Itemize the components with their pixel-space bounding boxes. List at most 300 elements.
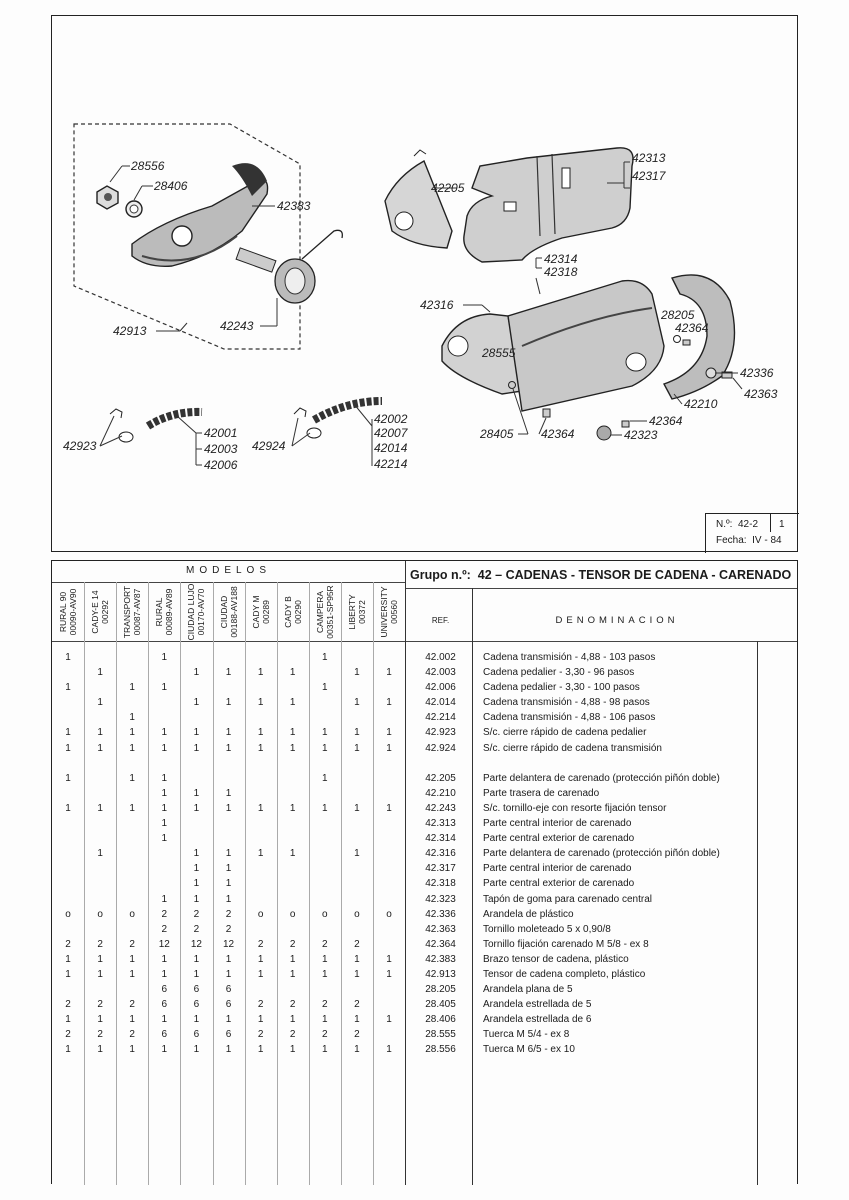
quantity-cell: 1 [354, 697, 360, 709]
quantity-cell: 1 [225, 1044, 232, 1056]
sheet-number-label: N.º: [716, 519, 733, 530]
quantity-cell: 2 [289, 938, 296, 950]
denominacion-cell: Arandela plana de 5 [483, 984, 573, 996]
model-header [341, 585, 373, 639]
quantity-cell: 2 [65, 938, 71, 950]
model-header [245, 585, 277, 639]
model-name: LIBERTY [346, 594, 357, 630]
quantity-cell: 1 [129, 742, 135, 754]
ref-cell: 42.364 [425, 938, 456, 950]
quantity-cell: 1 [65, 682, 71, 694]
quantity-cell: 6 [225, 1029, 232, 1041]
quantity-cell: 2 [129, 1029, 135, 1041]
quantity-cell: 1 [65, 772, 71, 784]
table-row [52, 1012, 797, 1027]
flat-washer-part [674, 336, 681, 343]
sheet-date-label: Fecha: [716, 535, 747, 546]
rubber-plug-part [597, 426, 611, 440]
model-header [84, 585, 116, 639]
quantity-cell: 1 [225, 667, 232, 679]
quantity-cell: 2 [322, 999, 328, 1011]
quantity-cell: 1 [386, 697, 392, 709]
quantity-cell: 1 [65, 953, 71, 965]
quantity-cell: 6 [193, 1029, 200, 1041]
quantity-cell: o [257, 908, 264, 920]
quantity-cell: 2 [129, 938, 135, 950]
denominacion-cell: Cadena pedalier - 3,30 - 100 pasos [483, 682, 640, 694]
quantity-cell: 1 [97, 667, 103, 679]
quantity-cell: 6 [193, 999, 200, 1011]
quantity-cell: 2 [193, 923, 200, 935]
sheet-divider [770, 514, 771, 532]
quantity-cell: 1 [354, 848, 360, 860]
table-row [52, 967, 797, 982]
quantity-cell: 1 [289, 697, 296, 709]
quantity-cell: 2 [193, 908, 200, 920]
model-header [116, 585, 148, 639]
model-header [277, 585, 309, 639]
sheet-date-value: IV - 84 [752, 535, 782, 546]
quantity-cell: 6 [225, 999, 232, 1011]
table-row [52, 816, 797, 831]
quantity-cell: 1 [386, 727, 392, 739]
denominacion-cell: Parte delantera de carenado (protección piñón doble) [483, 772, 720, 784]
spring-shaft-part [236, 230, 342, 303]
callout-42364-right: 42364 [649, 414, 683, 428]
quantity-cell: o [386, 908, 392, 920]
ref-cell: 42.316 [425, 848, 456, 860]
plastic-washer-part [706, 368, 716, 378]
model-header [213, 585, 245, 639]
quantity-cell: 12 [222, 938, 235, 950]
quantity-cell: 6 [161, 1029, 168, 1041]
group-label: Grupo n.º: [410, 568, 471, 582]
model-code: 00289 [260, 600, 271, 624]
quantity-cell: 1 [225, 742, 232, 754]
quantity-cell: 1 [161, 893, 168, 905]
model-code: 00351-SP95R [324, 585, 335, 639]
table-row [52, 876, 797, 891]
model-header-label [58, 589, 78, 636]
table-row [52, 725, 797, 740]
quantity-cell: 1 [129, 712, 135, 724]
quantity-cell: 1 [161, 802, 168, 814]
quantity-cell: 1 [289, 727, 296, 739]
quantity-cell: 1 [257, 1044, 264, 1056]
model-code: 00560 [389, 600, 399, 624]
quantity-cell: 2 [322, 1029, 328, 1041]
table-row [52, 937, 797, 952]
denominacion-cell: Cadena transmisión - 4,88 - 103 pasos [483, 652, 656, 663]
quantity-cell: 1 [225, 697, 232, 709]
column-header-rule [52, 641, 797, 642]
denominacion-cell: Parte central interior de carenado [483, 863, 632, 875]
quantity-cell: 1 [225, 863, 232, 875]
quantity-cell: 1 [322, 802, 328, 814]
quantity-cell: 1 [386, 802, 392, 814]
ref-cell: 42.318 [425, 878, 456, 890]
table-row [52, 952, 797, 967]
quantity-cell: 1 [161, 742, 168, 754]
models-header: MODELOS [185, 565, 271, 576]
quantity-cell: 1 [193, 667, 200, 679]
model-code: 00372 [356, 600, 367, 624]
quantity-cell: 1 [354, 727, 360, 739]
quantity-cell: 1 [65, 727, 71, 739]
ref-cell: 42.003 [425, 667, 456, 679]
quantity-cell: 1 [97, 1044, 103, 1056]
table-row [52, 665, 797, 680]
sheet-number-value: 42-2 [738, 519, 759, 530]
callout-42205: 42205 [431, 181, 465, 195]
model-code: 00290 [292, 600, 303, 624]
callout-42003: 42003 [204, 442, 238, 456]
quantity-cell: 2 [257, 1029, 264, 1041]
model-header-label [122, 586, 142, 638]
ref-cell: 42.014 [425, 697, 456, 709]
quantity-cell: 1 [257, 848, 264, 860]
quantity-cell: 6 [193, 984, 200, 996]
quantity-cell: 1 [354, 667, 360, 679]
model-header-label [379, 586, 399, 637]
quantity-cell: 1 [193, 802, 200, 814]
quantity-cell: 2 [161, 923, 168, 935]
table-row [52, 1027, 797, 1042]
denominacion-cell: S/c. cierre rápido de cadena pedalier [483, 727, 647, 739]
quantity-cell: 1 [322, 968, 328, 980]
quantity-cell: 1 [129, 1044, 135, 1056]
quantity-cell: 1 [289, 953, 296, 965]
sheet-number [716, 519, 758, 530]
quantity-cell: 1 [161, 682, 168, 694]
model-name: CADY M [250, 595, 261, 629]
quantity-cell: 1 [97, 727, 103, 739]
quantity-cell: 2 [354, 999, 360, 1011]
quantity-cell: 1 [322, 1044, 328, 1056]
denominacion-cell: Arandela de plástico [483, 908, 574, 920]
quantity-cell: 1 [225, 893, 232, 905]
quantity-cell: o [322, 908, 328, 920]
table-row [52, 1042, 797, 1057]
quantity-cell: 1 [354, 1044, 360, 1056]
quantity-cell: 1 [161, 772, 168, 784]
quantity-cell: 1 [257, 1014, 264, 1026]
callout-28555: 28555 [482, 346, 516, 360]
denominacion-cell: Tensor de cadena completo, plástico [483, 968, 646, 980]
quantity-cell: 1 [161, 1044, 168, 1056]
quantity-cell: 1 [257, 968, 264, 980]
callout-42363: 42363 [744, 387, 778, 401]
nut-part-small [509, 382, 516, 389]
quantity-cell: 1 [161, 787, 168, 799]
exploded-diagram-panel [51, 15, 798, 552]
quantity-cell: 1 [322, 953, 328, 965]
model-name: TRANSPORT [122, 585, 133, 639]
table-row [52, 710, 797, 725]
denominacion-cell: Parte central exterior de carenado [483, 878, 635, 890]
quantity-cell: 2 [257, 938, 264, 950]
group-name: 42 – CADENAS - TENSOR DE CADENA - CARENADO [477, 568, 792, 582]
ref-column-header: REF. [431, 616, 450, 625]
denominacion-cell: Arandela estrellada de 6 [483, 1014, 592, 1026]
quantity-cell: 1 [322, 727, 328, 739]
denominacion-cell: Tuerca M 6/5 - ex 10 [483, 1044, 575, 1056]
quantity-cell: 1 [225, 968, 232, 980]
ref-cell: 42.317 [425, 863, 456, 875]
quantity-cell: 2 [129, 999, 135, 1011]
nut-part [97, 186, 118, 209]
denominacion-column-header: DENOMINACION [555, 615, 679, 626]
ref-cell: 28.555 [425, 1029, 456, 1041]
front-cover-42205-part [385, 150, 452, 248]
quantity-cell: 1 [257, 742, 264, 754]
quantity-cell: 6 [225, 984, 232, 996]
model-name: CADY B [282, 596, 293, 628]
denominacion-cell: Cadena transmisión - 4,88 - 106 pasos [483, 712, 656, 724]
quantity-cell: 1 [65, 1014, 71, 1026]
quantity-cell: 1 [257, 953, 264, 965]
quantity-cell: o [65, 908, 71, 920]
ref-cell: 42.913 [425, 968, 456, 980]
quantity-cell: 6 [161, 984, 168, 996]
quantity-cell: 1 [129, 802, 135, 814]
sheet-page: 1 [779, 519, 785, 530]
callout-42210: 42210 [684, 397, 718, 411]
quantity-cell: 2 [354, 938, 360, 950]
table-row [52, 801, 797, 816]
quantity-cell: 1 [289, 742, 296, 754]
table-row [52, 982, 797, 997]
denominacion-cell: Arandela estrellada de 5 [483, 999, 592, 1011]
table-row [52, 680, 797, 695]
callout-42006: 42006 [204, 458, 238, 472]
quantity-cell: 1 [65, 742, 71, 754]
model-header-label [154, 589, 174, 636]
quantity-cell: 1 [193, 893, 200, 905]
quantity-cell: 1 [97, 953, 103, 965]
star-washer-part [126, 201, 142, 217]
quantity-cell: 1 [193, 697, 200, 709]
model-code: 00089-AV89 [164, 588, 175, 636]
quantity-cell: 1 [322, 1014, 328, 1026]
denominacion-cell: Tornillo moleteado 5 x 0,90/8 [483, 923, 611, 935]
quantity-cell: 1 [354, 802, 360, 814]
model-code: 00292 [100, 600, 111, 624]
chain-right-part [294, 401, 382, 438]
ref-cell: 42.002 [425, 652, 456, 663]
quantity-cell: 1 [289, 848, 296, 860]
quantity-cell: 1 [193, 878, 200, 890]
model-code: 00087-AV87 [132, 588, 143, 636]
quantity-cell: 2 [97, 999, 103, 1011]
quantity-cell: 1 [161, 1014, 168, 1026]
quantity-cell: 1 [386, 968, 392, 980]
callout-42243: 42243 [220, 319, 254, 333]
model-name: UNIVERSITY [379, 586, 389, 638]
quantity-cell: 1 [97, 697, 103, 709]
model-code: 00170-AV70 [196, 588, 207, 636]
ref-cell: 42.924 [425, 742, 456, 754]
denominacion-cell: S/c. cierre rápido de cadena transmisión [483, 742, 662, 754]
quantity-cell: 1 [193, 787, 200, 799]
quantity-cell: 1 [257, 802, 264, 814]
denominacion-cell: Cadena pedalier - 3,30 - 96 pasos [483, 667, 635, 679]
denominacion-cell: S/c. tornillo-eje con resorte fijación tensor [483, 802, 667, 814]
ref-cell: 42.243 [425, 802, 456, 814]
quantity-cell: 1 [386, 667, 392, 679]
table-row [52, 771, 797, 786]
quantity-cell: 1 [161, 953, 168, 965]
quantity-cell: 1 [289, 667, 296, 679]
quantity-cell: 6 [161, 999, 168, 1011]
quantity-cell: o [129, 908, 135, 920]
quantity-cell: 1 [289, 1014, 296, 1026]
quantity-cell: o [97, 908, 103, 920]
table-row [52, 892, 797, 907]
quantity-cell: 1 [97, 742, 103, 754]
table-row-spacer [52, 756, 797, 771]
quantity-cell: 1 [129, 1014, 135, 1026]
ref-cell: 28.406 [425, 1014, 456, 1026]
quantity-cell: 1 [225, 787, 232, 799]
quantity-cell: 1 [322, 772, 328, 784]
callout-42014: 42014 [374, 441, 408, 455]
quantity-cell: 1 [193, 968, 200, 980]
callout-42001: 42001 [204, 426, 238, 440]
model-name: CAMPERA [314, 590, 325, 634]
callout-42318: 42318 [544, 265, 578, 279]
table-row [52, 846, 797, 861]
quantity-cell: 1 [289, 802, 296, 814]
quantity-cell: 1 [225, 878, 232, 890]
quantity-cell: 1 [354, 1014, 360, 1026]
ref-cell: 42.383 [425, 953, 456, 965]
quantity-cell: 2 [97, 938, 103, 950]
parts-rows [52, 650, 797, 1058]
quantity-cell: 1 [129, 682, 135, 694]
quantity-cell: 1 [129, 772, 135, 784]
model-name: CIUDAD LUJO [186, 583, 197, 641]
table-row [52, 997, 797, 1012]
quantity-cell: 2 [257, 999, 264, 1011]
quantity-cell: 1 [193, 863, 200, 875]
table-row [52, 831, 797, 846]
model-name: CIUDAD [218, 595, 229, 629]
ref-cell: 28.405 [425, 999, 456, 1011]
screw-part [683, 340, 690, 345]
quantity-cell: 1 [161, 833, 168, 845]
lower-cover-assembly-part [442, 275, 735, 411]
model-header-label [186, 584, 206, 641]
quantity-cell: 1 [193, 727, 200, 739]
quantity-cell: 1 [129, 953, 135, 965]
model-name: RURAL 90 [58, 591, 68, 633]
callout-42336: 42336 [740, 366, 774, 380]
callout-42002: 42002 [374, 412, 408, 426]
quantity-cell: 1 [193, 1014, 200, 1026]
quantity-cell: 1 [225, 848, 232, 860]
model-header [373, 585, 405, 639]
model-header-label [315, 585, 335, 638]
callout-42316: 42316 [420, 298, 454, 312]
quantity-cell: 1 [129, 968, 135, 980]
model-code: 00188-AV188 [228, 586, 239, 638]
quantity-cell: 1 [65, 968, 71, 980]
ref-cell: 28.556 [425, 1044, 456, 1056]
model-header-label [219, 586, 239, 637]
ref-cell: 42.363 [425, 923, 456, 935]
model-header-label [283, 596, 303, 628]
group-title [410, 568, 797, 582]
callout-28556: 28556 [131, 159, 165, 173]
denominacion-cell: Parte delantera de carenado (protección piñón doble) [483, 848, 720, 860]
quantity-cell: 2 [322, 938, 328, 950]
denominacion-cell: Tuerca M 5/4 - ex 8 [483, 1029, 570, 1041]
central-inner-cover-part [464, 148, 633, 262]
ref-cell: 42.210 [425, 787, 456, 799]
quantity-cell: 2 [225, 923, 232, 935]
quantity-cell: 1 [225, 1014, 232, 1026]
quantity-cell: 1 [225, 953, 232, 965]
quantity-cell: 1 [386, 953, 392, 965]
model-header [309, 585, 341, 639]
quantity-cell: 1 [386, 1044, 392, 1056]
quantity-cell: 1 [161, 818, 168, 830]
quantity-cell: 1 [65, 1044, 71, 1056]
quantity-cell: 1 [65, 652, 71, 663]
quantity-cell: o [354, 908, 360, 920]
callout-42913: 42913 [113, 324, 147, 338]
callout-42317: 42317 [632, 169, 666, 183]
quantity-cell: 1 [386, 1014, 392, 1026]
quantity-cell: 1 [97, 1014, 103, 1026]
group-title-rule [405, 588, 797, 589]
table-row [52, 650, 797, 665]
model-header-label [347, 594, 367, 629]
ref-cell: 42.923 [425, 727, 456, 739]
quantity-cell: 1 [65, 802, 71, 814]
ref-cell: 42.214 [425, 712, 456, 724]
callout-42214: 42214 [374, 457, 408, 471]
model-header-label [251, 596, 271, 629]
table-row [52, 741, 797, 756]
callout-42924: 42924 [252, 439, 286, 453]
callout-42364-upper: 42364 [675, 321, 709, 335]
quantity-cell: 1 [161, 727, 168, 739]
quantity-cell: 1 [289, 968, 296, 980]
parts-table [51, 560, 798, 1184]
denominacion-cell: Tapón de goma para carenado central [483, 893, 653, 905]
denominacion-cell: Parte central interior de carenado [483, 818, 632, 830]
quantity-cell: 2 [65, 1029, 71, 1041]
quantity-cell: 1 [386, 742, 392, 754]
quantity-cell: 1 [257, 697, 264, 709]
sheet-date [716, 535, 782, 546]
quantity-cell: 2 [97, 1029, 103, 1041]
denominacion-cell: Brazo tensor de cadena, plástico [483, 953, 629, 965]
ref-cell: 42.205 [425, 772, 456, 784]
denominacion-cell: Cadena transmisión - 4,88 - 98 pasos [483, 697, 650, 709]
ref-cell: 42.006 [425, 682, 456, 694]
quantity-cell: 1 [97, 848, 103, 860]
quantity-cell: 1 [193, 742, 200, 754]
quantity-cell: 1 [322, 682, 328, 694]
table-row [52, 786, 797, 801]
quantity-cell: 2 [225, 908, 232, 920]
quantity-cell: 2 [354, 1029, 360, 1041]
quantity-cell: 1 [322, 742, 328, 754]
quantity-cell: o [289, 908, 296, 920]
